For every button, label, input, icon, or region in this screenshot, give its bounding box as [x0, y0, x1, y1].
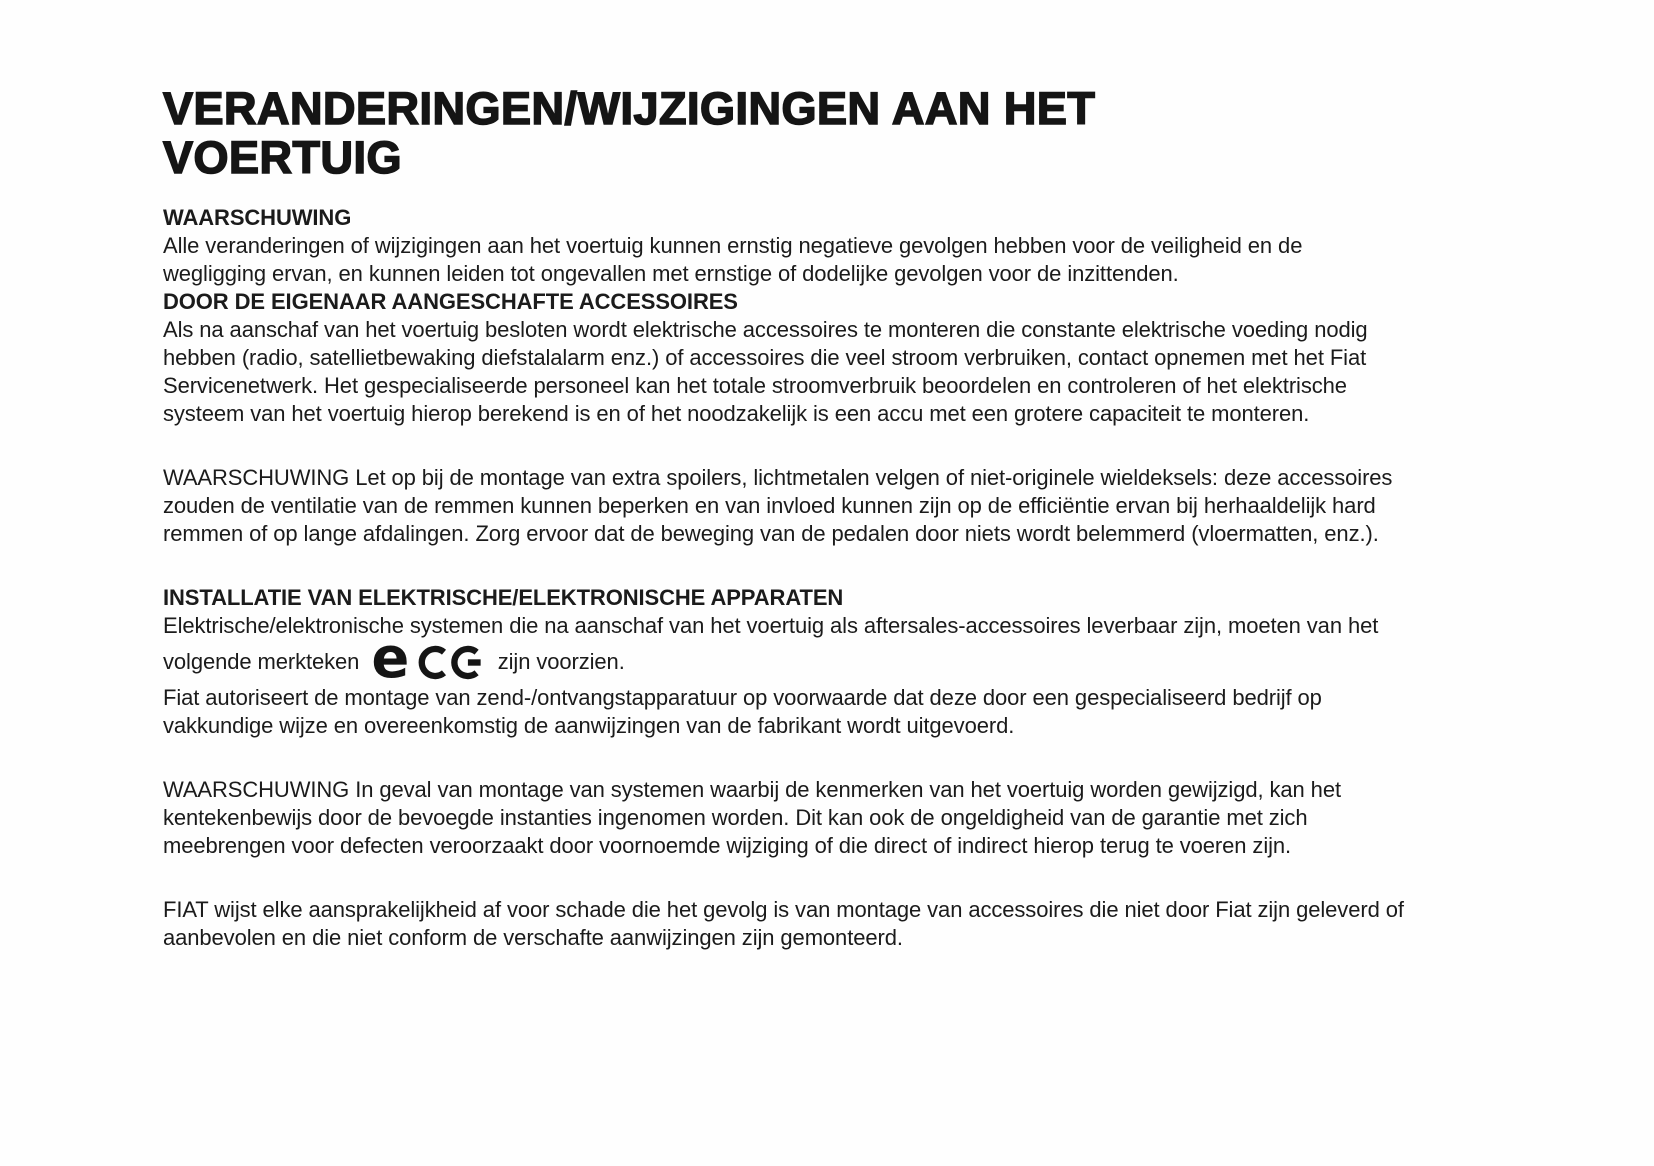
- paragraph-line: kentekenbewijs door de bevoegde instanties ingenomen worden. Dit kan ook de ongeldigheid van de garantie met zich: [163, 805, 1308, 830]
- marks-line-text-after: zijn voorzien.: [497, 649, 625, 674]
- page-title-line-2: VOERTUIG: [163, 132, 403, 183]
- page-title: [163, 84, 1564, 182]
- paragraph-line: meebrengen voor defecten veroorzaakt door voornoemde wijziging of die direct of indirect hierop terug te voeren zijn.: [163, 833, 1292, 858]
- paragraph-line: vakkundige wijze en overeenkomstig de aanwijzingen van de fabrikant wordt uitgevoerd.: [163, 713, 1015, 738]
- section-electronic-devices: [163, 584, 1564, 740]
- section-heading-installatie: INSTALLATIE VAN ELEKTRISCHE/ELEKTRONISCHE APPARATEN: [163, 585, 844, 610]
- paragraph-line: hebben (radio, satellietbewaking diefstalalarm enz.) of accessoires die veel stroom verbruiken, contact opnemen met het Fiat: [163, 345, 1367, 370]
- paragraph-liability-disclaimer: [163, 896, 1564, 952]
- paragraph-line: FIAT wijst elke aansprakelijkheid af voor schade die het gevolg is van montage van accessoires die niet door Fiat zijn geleverd of: [163, 897, 1404, 922]
- ce-mark-icon: [417, 645, 485, 680]
- section-warning-general: [163, 204, 1564, 288]
- paragraph-line: wegligging ervan, en kunnen leiden tot ongevallen met ernstige of dodelijke gevolgen voor de inzittenden.: [163, 261, 1179, 286]
- e-approval-mark-icon: e: [371, 626, 410, 691]
- paragraph-line: zouden de ventilatie van de remmen kunnen beperken en van invloed kunnen zijn op de efficiëntie ervan bij herhaaldelijk hard: [163, 493, 1376, 518]
- paragraph-line: WAARSCHUWING In geval van montage van systemen waarbij de kenmerken van het voertuig worden gewijzigd, kan het: [163, 777, 1341, 802]
- page-title-line-1: VERANDERINGEN/WIJZIGINGEN AAN HET: [163, 83, 1096, 134]
- paragraph-line: Servicenetwerk. Het gespecialiseerde personeel kan het totale stroomverbruik beoordelen en controleren of het elektrische: [163, 373, 1347, 398]
- marks-line-text-before: volgende merkteken: [163, 649, 360, 674]
- paragraph-line: Elektrische/elektronische systemen die na aanschaf van het voertuig als aftersales-accessoires leverbaar zijn, moeten van het: [163, 613, 1379, 638]
- paragraph-line: Fiat autoriseert de montage van zend-/ontvangstapparatuur op voorwaarde dat deze door een gespecialiseerd bedrijf op: [163, 685, 1322, 710]
- section-owner-accessories: [163, 288, 1564, 428]
- type-approval-marks-line: [163, 626, 1564, 691]
- paragraph-line: remmen of op lange afdalingen. Zorg ervoor dat de beweging van de pedalen door niets wordt belemmerd (vloermatten, enz.).: [163, 521, 1379, 546]
- paragraph-line: WAARSCHUWING Let op bij de montage van extra spoilers, lichtmetalen velgen of niet-originele wieldeksels: deze accessoires: [163, 465, 1393, 490]
- paragraph-warning-spoilers: [163, 464, 1564, 548]
- paragraph-line: aanbevolen en die niet conform de verschafte aanwijzingen zijn gemonteerd.: [163, 925, 903, 950]
- section-heading-accessoires: DOOR DE EIGENAAR AANGESCHAFTE ACCESSOIRES: [163, 289, 738, 314]
- paragraph-line: Als na aanschaf van het voertuig besloten wordt elektrische accessoires te monteren die constante elektrische voeding nodig: [163, 317, 1368, 342]
- paragraph-line: systeem van het voertuig hierop berekend is en of het noodzakelijk is een accu met een grotere capaciteit te monteren.: [163, 401, 1310, 426]
- section-heading-waarschuwing: WAARSCHUWING: [163, 205, 352, 230]
- paragraph-warning-registration: [163, 776, 1564, 860]
- paragraph-line: Alle veranderingen of wijzigingen aan het voertuig kunnen ernstig negatieve gevolgen hebben voor de veiligheid en de: [163, 233, 1303, 258]
